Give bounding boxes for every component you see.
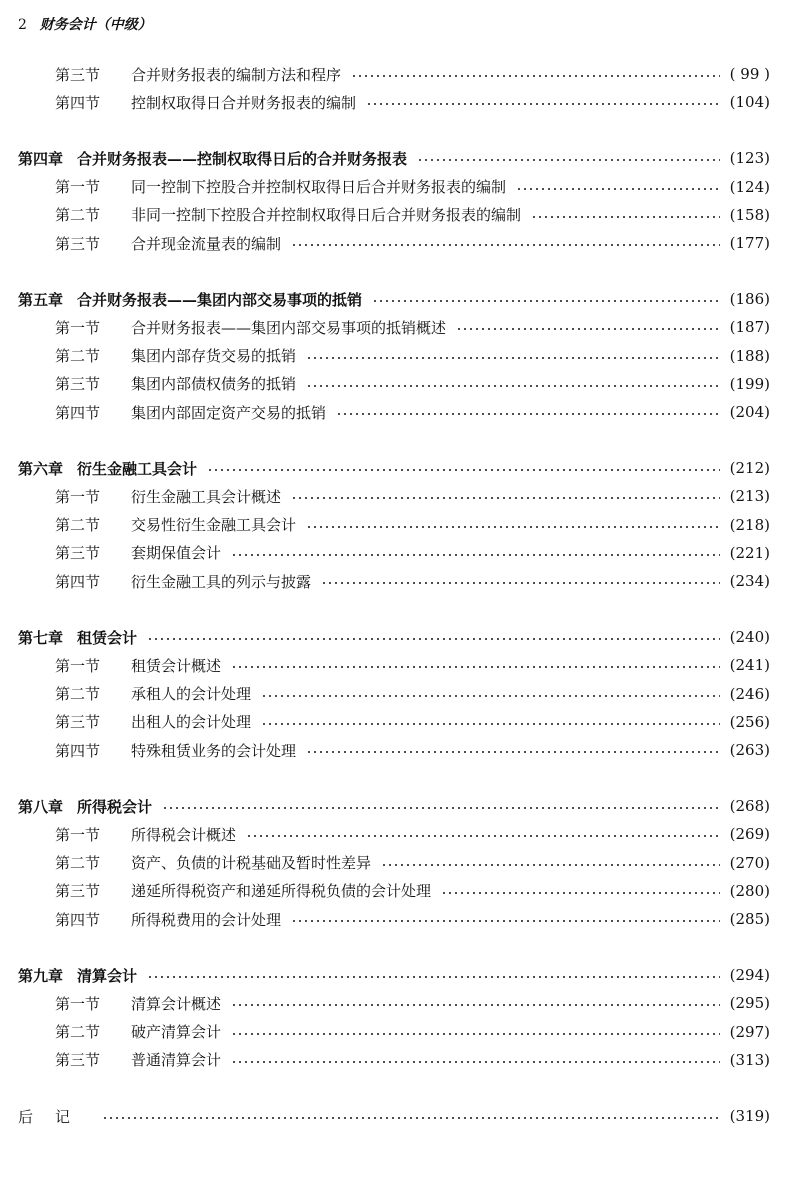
dot-leader xyxy=(306,357,720,359)
section-number: 第四节 xyxy=(55,741,101,760)
chapter-title: 衍生金融工具会计 xyxy=(77,459,198,478)
page-reference: (218) xyxy=(729,515,770,534)
section-number: 第二节 xyxy=(55,1023,101,1042)
page-reference: (268) xyxy=(729,797,770,816)
section-title: 同一控制下控股合并控制权取得日后合并财务报表的编制 xyxy=(131,178,507,197)
toc-section-entry[interactable] xyxy=(55,1046,770,1074)
toc-section-entry[interactable] xyxy=(55,651,770,679)
toc-chapter-entry[interactable] xyxy=(18,285,770,313)
dot-leader xyxy=(306,526,720,528)
section-number: 第一节 xyxy=(55,656,101,675)
chapter-number: 第六章 xyxy=(18,459,64,478)
section-number: 第三节 xyxy=(55,375,101,394)
dot-leader xyxy=(231,1004,720,1006)
dot-leader xyxy=(231,666,720,668)
dot-leader xyxy=(441,892,720,894)
section-number: 第一节 xyxy=(55,178,101,197)
dot-leader xyxy=(246,835,720,837)
section-number: 第三节 xyxy=(55,882,101,901)
postscript-number: 后记 xyxy=(18,1107,93,1126)
dot-leader xyxy=(321,582,720,584)
dot-leader xyxy=(162,807,720,809)
header-book-title: 财务会计（中级） xyxy=(39,17,152,33)
section-title: 出租人的会计处理 xyxy=(131,713,252,732)
section-title: 集团内部债权债务的抵销 xyxy=(131,375,297,394)
chapter-number: 第八章 xyxy=(18,797,64,816)
toc-section-entry[interactable] xyxy=(55,60,770,88)
page-reference: (246) xyxy=(729,684,770,703)
dot-leader xyxy=(231,1033,720,1035)
page-reference: (187) xyxy=(729,318,770,337)
dot-leader xyxy=(261,723,720,725)
section-number: 第三节 xyxy=(55,234,101,253)
toc-postscript-entry[interactable] xyxy=(18,1102,770,1130)
toc-section-entry[interactable] xyxy=(55,1018,770,1046)
chapter-number: 第四章 xyxy=(18,149,64,168)
chapter-title: 所得税会计 xyxy=(77,797,153,816)
page-reference: (297) xyxy=(729,1022,770,1041)
section-number: 第一节 xyxy=(55,825,101,844)
chapter-title: 租赁会计 xyxy=(77,628,138,647)
section-title: 所得税费用的会计处理 xyxy=(131,910,282,929)
page-reference: (294) xyxy=(729,966,770,985)
section-number: 第四节 xyxy=(55,572,101,591)
dot-leader xyxy=(291,497,720,499)
chapter-number: 第五章 xyxy=(18,290,64,309)
page-reference: (240) xyxy=(729,628,770,647)
page-reference: (234) xyxy=(729,572,770,590)
toc-section-entry[interactable] xyxy=(55,905,770,933)
section-title: 破产清算会计 xyxy=(131,1023,222,1042)
section-number: 第二节 xyxy=(55,516,101,535)
toc-chapter-entry[interactable] xyxy=(18,144,770,172)
toc-section-entry[interactable] xyxy=(55,201,770,229)
section-title: 合并财务报表——集团内部交易事项的抵销概述 xyxy=(131,318,447,337)
toc-chapter-entry[interactable] xyxy=(18,623,770,651)
toc-section-entry[interactable] xyxy=(55,708,770,736)
page-reference: (212) xyxy=(729,459,770,478)
toc-section-entry[interactable] xyxy=(55,567,770,595)
section-number: 第二节 xyxy=(55,854,101,873)
dot-leader xyxy=(531,216,720,218)
page-reference: (256) xyxy=(729,712,770,731)
dot-leader xyxy=(417,159,720,161)
dot-leader xyxy=(306,751,720,753)
section-number: 第四节 xyxy=(55,910,101,929)
toc-section-entry[interactable] xyxy=(55,820,770,848)
section-title: 控制权取得日合并财务报表的编制 xyxy=(131,93,357,112)
section-number: 第三节 xyxy=(55,713,101,732)
dot-leader xyxy=(456,328,720,330)
toc-section-entry[interactable] xyxy=(55,680,770,708)
page-reference: (104) xyxy=(729,93,770,112)
page-reference: ( 99 ) xyxy=(729,65,770,83)
section-title: 租赁会计概述 xyxy=(131,656,222,675)
section-number: 第四节 xyxy=(55,93,101,112)
section-title: 衍生金融工具的列示与披露 xyxy=(131,572,312,591)
page-reference: (158) xyxy=(729,205,770,224)
toc-section-entry[interactable] xyxy=(55,482,770,510)
section-title: 清算会计概述 xyxy=(131,994,222,1013)
dot-leader xyxy=(366,103,720,105)
page-reference: (319) xyxy=(729,1107,770,1125)
toc-section-entry[interactable] xyxy=(55,398,770,426)
page-reference: (186) xyxy=(729,290,770,309)
dot-leader xyxy=(381,864,720,866)
page-reference: (199) xyxy=(729,374,770,393)
page-reference: (280) xyxy=(729,881,770,900)
page-reference: (241) xyxy=(729,656,770,675)
toc-section-entry[interactable] xyxy=(55,511,770,539)
section-number: 第一节 xyxy=(55,487,101,506)
dot-leader xyxy=(261,695,720,697)
dot-leader xyxy=(207,469,720,471)
toc-section-entry[interactable] xyxy=(55,539,770,567)
toc-section-entry[interactable] xyxy=(55,229,770,257)
dot-leader xyxy=(291,244,720,246)
chapter-title: 合并财务报表——集团内部交易事项的抵销 xyxy=(77,290,363,309)
section-title: 交易性衍生金融工具会计 xyxy=(131,516,297,535)
section-title: 递延所得税资产和递延所得税负债的会计处理 xyxy=(131,882,432,901)
dot-leader xyxy=(306,385,720,387)
dot-leader xyxy=(336,413,720,415)
running-header xyxy=(18,14,152,34)
dot-leader xyxy=(291,920,720,922)
chapter-number: 第九章 xyxy=(18,966,64,985)
toc-chapter-entry[interactable] xyxy=(18,454,770,482)
section-number: 第一节 xyxy=(55,994,101,1013)
section-title: 所得税会计概述 xyxy=(131,825,237,844)
toc-section-entry[interactable] xyxy=(55,173,770,201)
chapter-title: 合并财务报表——控制权取得日后的合并财务报表 xyxy=(77,149,408,168)
page-reference: (204) xyxy=(729,403,770,421)
page-reference: (263) xyxy=(729,741,770,759)
section-number: 第三节 xyxy=(55,1051,101,1070)
section-number: 第三节 xyxy=(55,65,101,84)
dot-leader xyxy=(147,976,720,978)
dot-leader xyxy=(372,300,720,302)
page-reference: (285) xyxy=(729,910,770,928)
toc-section-entry[interactable] xyxy=(55,342,770,370)
page-reference: (269) xyxy=(729,825,770,844)
toc-chapter-entry[interactable] xyxy=(18,961,770,989)
section-number: 第四节 xyxy=(55,403,101,422)
toc-section-entry[interactable] xyxy=(55,313,770,341)
dot-leader xyxy=(231,1061,720,1063)
section-title: 集团内部存货交易的抵销 xyxy=(131,347,297,366)
section-title: 集团内部固定资产交易的抵销 xyxy=(131,403,327,422)
section-title: 套期保值会计 xyxy=(131,544,222,563)
section-title: 衍生金融工具会计概述 xyxy=(131,487,282,506)
toc-chapter-entry[interactable] xyxy=(18,792,770,820)
page-reference: (177) xyxy=(729,234,770,252)
section-title: 资产、负债的计税基础及暂时性差异 xyxy=(131,854,372,873)
page-reference: (313) xyxy=(729,1050,770,1069)
section-title: 非同一控制下控股合并控制权取得日后合并财务报表的编制 xyxy=(131,206,522,225)
dot-leader xyxy=(147,638,720,640)
toc-section-entry[interactable] xyxy=(55,88,770,116)
page-reference: (221) xyxy=(729,543,770,562)
page-reference: (123) xyxy=(729,149,770,168)
header-page-number: 2 xyxy=(18,17,27,33)
chapter-number: 第七章 xyxy=(18,628,64,647)
section-number: 第二节 xyxy=(55,685,101,704)
dot-leader xyxy=(102,1117,720,1119)
toc-section-entry[interactable] xyxy=(55,736,770,764)
section-title: 合并财务报表的编制方法和程序 xyxy=(131,65,342,84)
page-reference: (188) xyxy=(729,346,770,365)
dot-leader xyxy=(351,75,720,77)
toc-section-entry[interactable] xyxy=(55,877,770,905)
page-reference: (213) xyxy=(729,487,770,506)
dot-leader xyxy=(231,554,720,556)
section-number: 第二节 xyxy=(55,206,101,225)
section-number: 第二节 xyxy=(55,347,101,366)
toc-section-entry[interactable] xyxy=(55,370,770,398)
section-number: 第一节 xyxy=(55,318,101,337)
section-title: 普通清算会计 xyxy=(131,1051,222,1070)
section-title: 合并现金流量表的编制 xyxy=(131,234,282,253)
section-title: 承租人的会计处理 xyxy=(131,685,252,704)
page-reference: (295) xyxy=(729,994,770,1013)
chapter-title: 清算会计 xyxy=(77,966,138,985)
page-reference: (270) xyxy=(729,853,770,872)
toc-section-entry[interactable] xyxy=(55,849,770,877)
section-number: 第三节 xyxy=(55,544,101,563)
dot-leader xyxy=(516,188,720,190)
section-title: 特殊租赁业务的会计处理 xyxy=(131,741,297,760)
toc-section-entry[interactable] xyxy=(55,989,770,1017)
page-reference: (124) xyxy=(729,177,770,196)
